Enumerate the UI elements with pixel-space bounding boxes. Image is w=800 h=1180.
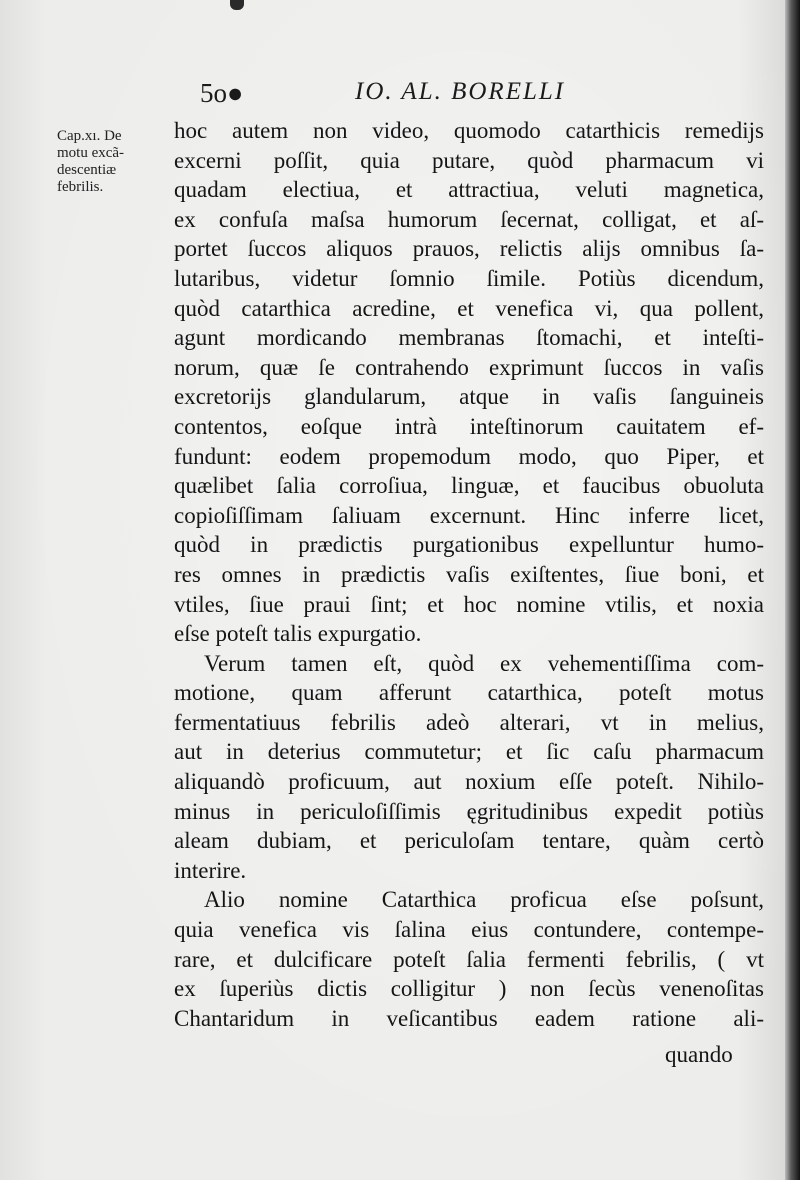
- paragraph: [174, 116, 764, 649]
- text-line: aliquandò proficuum, aut noxium eſſe poteſt. Nihilo-: [174, 769, 764, 795]
- text-line: interire.: [174, 857, 247, 883]
- text-line: Alio nomine Catarthica proficua eſse poſsunt,: [204, 887, 764, 913]
- text-line: lutaribus, videtur ſomnio ſimile. Potiùs dicendum,: [174, 265, 764, 291]
- text-line: portet ſuccos aliquos prauos, relictis alijs omnibus ſa-: [174, 236, 764, 262]
- page-number: 5o●: [200, 78, 244, 108]
- text-line: res omnes in prædictis vaſis exiſtentes, ſiue boni, et: [174, 561, 764, 587]
- text-line: vtiles, ſiue praui ſint; et hoc nomine vtilis, et noxia: [174, 591, 764, 617]
- text-line: quælibet ſalia corroſiua, linguæ, et faucibus obuoluta: [174, 473, 764, 499]
- margin-note-line: descentiæ: [57, 162, 117, 178]
- text-line: aut in deterius commutetur; et ſic caſu pharmacum: [174, 739, 764, 765]
- margin-note-line: motu excã-: [57, 145, 125, 161]
- text-line: quadam electiua, et attractiua, veluti magnetica,: [174, 177, 764, 203]
- text-line: excerni poſſit, quia putare, quòd pharmacum vi: [174, 147, 764, 173]
- margin-note-line: febrilis.: [57, 179, 104, 195]
- binding-mark: [230, 0, 244, 10]
- paragraph: [174, 649, 764, 886]
- text-line: quia venefica vis ſalina eius contundere, contempe-: [174, 917, 764, 943]
- text-line: fermentatiuus febrilis adeò alterari, vt in melius,: [174, 709, 764, 735]
- text-line: eſse poteſt talis expurgatio.: [174, 621, 422, 647]
- page-header: [200, 78, 600, 110]
- text-line: excretorijs glandularum, atque in vaſis ſanguineis: [174, 384, 764, 410]
- catchword: quando: [665, 1042, 733, 1067]
- text-line: aleam dubiam, et periculoſam tentare, quàm certò: [174, 828, 764, 854]
- paragraph: [174, 885, 764, 1033]
- text-line: ex ſuperiùs dictis colligitur ) non ſecùs venenoſitas: [174, 976, 764, 1002]
- text-line: minus in periculoſiſſimis ęgritudinibus expedit potiùs: [174, 798, 764, 824]
- text-line: Chantaridum in veſicantibus eadem ratione ali-: [174, 1005, 764, 1031]
- text-line: quòd in prædictis purgationibus expelluntur humo-: [174, 532, 764, 558]
- body-text: [174, 116, 764, 1033]
- text-line: norum, quæ ſe contrahendo exprimunt ſuccos in vaſis: [174, 354, 764, 380]
- text-line: agunt mordicando membranas ſtomachi, et inteſti-: [174, 325, 764, 351]
- text-line: hoc autem non video, quomodo catarthicis remedijs: [174, 118, 764, 143]
- book-edge: [785, 0, 800, 1180]
- running-head: IO. AL. BORELLI: [355, 78, 566, 105]
- text-line: motione, quam afferunt catarthica, poteſt motus: [174, 680, 764, 706]
- margin-note: [57, 128, 172, 196]
- margin-note-line: Cap.xı. De: [57, 128, 122, 144]
- text-line: rare, et dulcificare poteſt ſalia fermenti febrilis, ( vt: [174, 946, 764, 972]
- text-line: copioſiſſimam ſaliuam excernunt. Hinc inferre licet,: [174, 502, 764, 528]
- text-line: Verum tamen eſt, quòd ex vehementiſſima com-: [204, 650, 764, 676]
- text-line: quòd catarthica acredine, et venefica vi, qua pollent,: [174, 295, 764, 321]
- text-line: contentos, eoſque intrà inteſtinorum cauitatem ef-: [174, 413, 764, 439]
- text-line: ex confuſa maſsa humorum ſecernat, colligat, et aſ-: [174, 206, 764, 232]
- text-line: fundunt: eodem propemodum modo, quo Piper, et: [174, 443, 764, 469]
